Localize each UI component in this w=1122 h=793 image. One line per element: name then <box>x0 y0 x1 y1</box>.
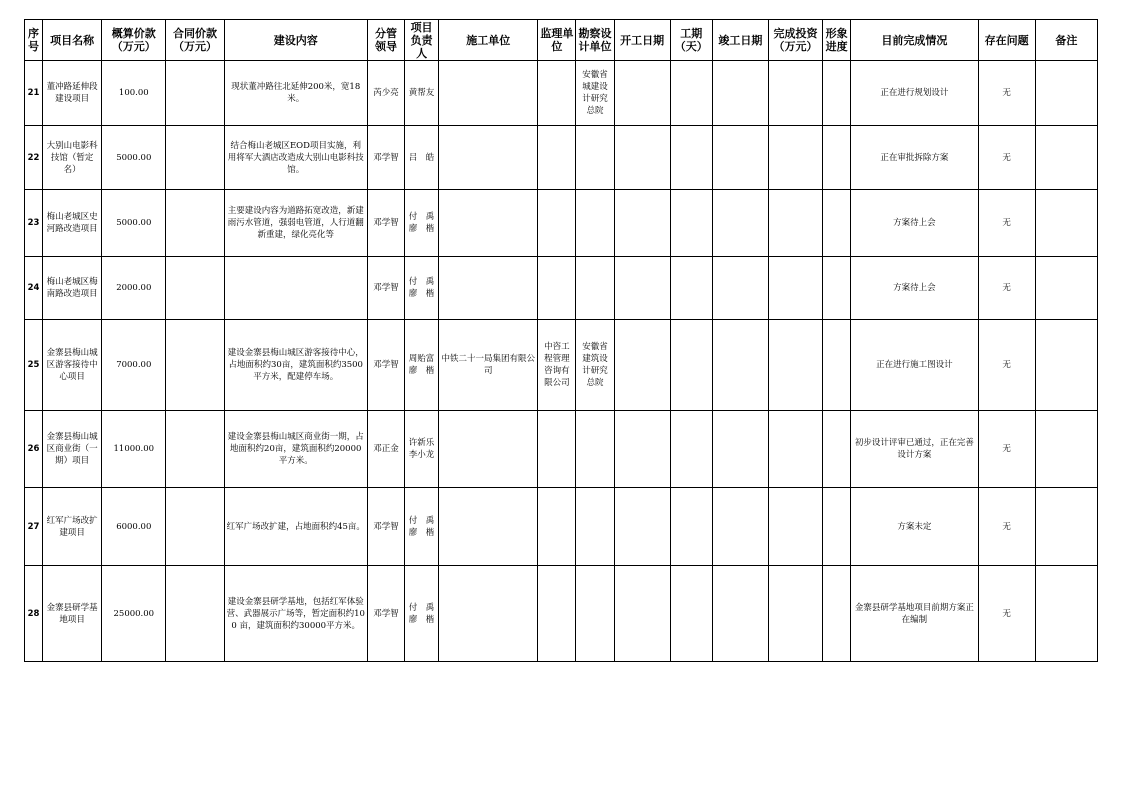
seq-cell: 28 <box>25 566 43 662</box>
content-cell: 建设金寨县梅山城区游客接待中心，占地面积约30亩，建筑面积约3500平方米，配建停车场。 <box>224 320 367 411</box>
project-table <box>24 19 1098 662</box>
builder-cell <box>439 488 538 566</box>
contract-cell <box>166 190 224 257</box>
responsible-cell <box>405 257 439 320</box>
responsible-person: 付 禹 <box>408 277 435 287</box>
supervisor-cell <box>538 566 576 662</box>
table-row <box>25 320 1098 411</box>
leader-cell: 邓学智 <box>367 488 404 566</box>
table-row <box>25 411 1098 488</box>
seq-cell: 26 <box>25 411 43 488</box>
table-row <box>25 566 1098 662</box>
name-cell: 梅山老城区梅南路改造项目 <box>43 257 102 320</box>
header-leader: 分管领导 <box>367 20 404 61</box>
status-cell: 方案未定 <box>851 488 978 566</box>
finish-date-cell <box>712 257 768 320</box>
start-date-cell <box>614 61 670 126</box>
duration-cell <box>670 566 712 662</box>
designer-cell <box>576 257 614 320</box>
table-body <box>25 61 1098 662</box>
builder-cell <box>439 61 538 126</box>
content-cell: 建设金寨县研学基地，包括红军体验营、武器展示广场等，暂定面积约100 亩，建筑面积约30000平方米。 <box>224 566 367 662</box>
builder-cell: 中铁二十一局集团有限公司 <box>439 320 538 411</box>
name-cell: 红军广场改扩建项目 <box>43 488 102 566</box>
invested-cell <box>768 190 822 257</box>
start-date-cell <box>614 566 670 662</box>
contract-cell <box>166 488 224 566</box>
responsible-person: 廖 楷 <box>408 289 435 299</box>
budget-cell: 5000.00 <box>102 190 166 257</box>
invested-cell <box>768 61 822 126</box>
budget-cell: 6000.00 <box>102 488 166 566</box>
issues-cell: 无 <box>978 126 1035 190</box>
name-cell: 董冲路延伸段建设项目 <box>43 61 102 126</box>
supervisor-cell <box>538 190 576 257</box>
responsible-person: 廖 楷 <box>408 366 435 376</box>
contract-cell <box>166 411 224 488</box>
contract-cell <box>166 126 224 190</box>
responsible-person: 付 禹 <box>408 515 435 526</box>
status-cell: 正在进行规划设计 <box>851 61 978 126</box>
budget-cell: 5000.00 <box>102 126 166 190</box>
invested-cell <box>768 566 822 662</box>
header-progress: 形象进度 <box>823 20 851 61</box>
content-cell: 建设金寨县梅山城区商业街一期，占地面积约20亩，建筑面积约20000平方米。 <box>224 411 367 488</box>
responsible-person: 吕 皓 <box>408 152 435 163</box>
start-date-cell <box>614 320 670 411</box>
content-cell <box>224 257 367 320</box>
header-name: 项目名称 <box>43 20 102 61</box>
issues-cell: 无 <box>978 566 1035 662</box>
invested-cell <box>768 488 822 566</box>
issues-cell: 无 <box>978 488 1035 566</box>
leader-cell: 邓正金 <box>367 411 404 488</box>
responsible-person: 黄帮友 <box>408 88 435 98</box>
status-cell: 方案待上会 <box>851 190 978 257</box>
contract-cell <box>166 61 224 126</box>
name-cell: 金寨县研学基地项目 <box>43 566 102 662</box>
seq-cell: 23 <box>25 190 43 257</box>
responsible-cell <box>405 320 439 411</box>
duration-cell <box>670 411 712 488</box>
finish-date-cell <box>712 566 768 662</box>
header-status: 目前完成情况 <box>851 20 978 61</box>
designer-cell <box>576 488 614 566</box>
responsible-person: 付 禹 <box>408 602 435 613</box>
responsible-cell <box>405 411 439 488</box>
designer-cell <box>576 566 614 662</box>
header-duration: 工期（天） <box>670 20 712 61</box>
responsible-person: 付 禹 <box>408 212 435 222</box>
invested-cell <box>768 411 822 488</box>
budget-cell: 7000.00 <box>102 320 166 411</box>
status-cell: 初步设计评审已通过，正在完善设计方案 <box>851 411 978 488</box>
header-finish: 竣工日期 <box>712 20 768 61</box>
responsible-person: 周贻富 <box>408 354 435 364</box>
remarks-cell <box>1035 126 1097 190</box>
name-cell: 金寨县梅山城区商业街（一期）项目 <box>43 411 102 488</box>
progress-cell <box>823 190 851 257</box>
remarks-cell <box>1035 61 1097 126</box>
header-builder: 施工单位 <box>439 20 538 61</box>
designer-cell <box>576 126 614 190</box>
issues-cell: 无 <box>978 257 1035 320</box>
start-date-cell <box>614 257 670 320</box>
remarks-cell <box>1035 257 1097 320</box>
contract-cell <box>166 320 224 411</box>
header-row <box>25 20 1098 61</box>
progress-cell <box>823 566 851 662</box>
finish-date-cell <box>712 320 768 411</box>
table-row <box>25 257 1098 320</box>
progress-cell <box>823 411 851 488</box>
progress-cell <box>823 257 851 320</box>
responsible-person: 许新乐 <box>408 438 435 448</box>
contract-cell <box>166 566 224 662</box>
leader-cell: 邓学智 <box>367 566 404 662</box>
builder-cell <box>439 126 538 190</box>
progress-cell <box>823 61 851 126</box>
seq-cell: 22 <box>25 126 43 190</box>
budget-cell: 25000.00 <box>102 566 166 662</box>
responsible-person: 廖 楷 <box>408 224 435 234</box>
duration-cell <box>670 61 712 126</box>
supervisor-cell <box>538 126 576 190</box>
header-contract: 合同价款（万元） <box>166 20 224 61</box>
progress-cell <box>823 320 851 411</box>
content-cell: 红军广场改扩建，占地面积约45亩。 <box>224 488 367 566</box>
responsible-cell <box>405 488 439 566</box>
status-cell: 正在审批拆除方案 <box>851 126 978 190</box>
builder-cell <box>439 257 538 320</box>
name-cell: 金寨县梅山城区游客接待中心项目 <box>43 320 102 411</box>
issues-cell: 无 <box>978 61 1035 126</box>
leader-cell: 邓学智 <box>367 190 404 257</box>
supervisor-cell: 中咨工程管理咨询有限公司 <box>538 320 576 411</box>
header-designer: 勘察设计单位 <box>576 20 614 61</box>
finish-date-cell <box>712 61 768 126</box>
leader-cell: 芮少亮 <box>367 61 404 126</box>
finish-date-cell <box>712 411 768 488</box>
duration-cell <box>670 126 712 190</box>
issues-cell: 无 <box>978 190 1035 257</box>
remarks-cell <box>1035 190 1097 257</box>
designer-cell: 安徽省城建设计研究总院 <box>576 61 614 126</box>
issues-cell: 无 <box>978 411 1035 488</box>
header-budget: 概算价款（万元） <box>102 20 166 61</box>
table-row <box>25 190 1098 257</box>
supervisor-cell <box>538 61 576 126</box>
invested-cell <box>768 126 822 190</box>
responsible-person: 廖 楷 <box>408 527 435 538</box>
content-cell: 结合梅山老城区EOD项目实施，利用将军大酒店改造成大别山电影科技馆。 <box>224 126 367 190</box>
start-date-cell <box>614 190 670 257</box>
supervisor-cell <box>538 257 576 320</box>
responsible-person: 李小龙 <box>408 450 435 460</box>
start-date-cell <box>614 488 670 566</box>
invested-cell <box>768 257 822 320</box>
table-row <box>25 61 1098 126</box>
builder-cell <box>439 566 538 662</box>
duration-cell <box>670 257 712 320</box>
status-cell: 方案待上会 <box>851 257 978 320</box>
finish-date-cell <box>712 126 768 190</box>
designer-cell <box>576 190 614 257</box>
budget-cell: 100.00 <box>102 61 166 126</box>
start-date-cell <box>614 126 670 190</box>
responsible-cell <box>405 61 439 126</box>
content-cell: 现状董冲路往北延伸200米，宽18米。 <box>224 61 367 126</box>
responsible-person: 廖 楷 <box>408 614 435 625</box>
name-cell: 大别山电影科技馆（暂定名） <box>43 126 102 190</box>
seq-cell: 25 <box>25 320 43 411</box>
invested-cell <box>768 320 822 411</box>
table-row <box>25 126 1098 190</box>
header-issues: 存在问题 <box>978 20 1035 61</box>
duration-cell <box>670 190 712 257</box>
header-seq: 序号 <box>25 20 43 61</box>
responsible-cell <box>405 126 439 190</box>
progress-cell <box>823 488 851 566</box>
start-date-cell <box>614 411 670 488</box>
remarks-cell <box>1035 488 1097 566</box>
remarks-cell <box>1035 566 1097 662</box>
leader-cell: 邓学智 <box>367 320 404 411</box>
responsible-cell <box>405 190 439 257</box>
header-start: 开工日期 <box>614 20 670 61</box>
header-content: 建设内容 <box>224 20 367 61</box>
responsible-cell <box>405 566 439 662</box>
builder-cell <box>439 190 538 257</box>
builder-cell <box>439 411 538 488</box>
budget-cell: 11000.00 <box>102 411 166 488</box>
header-responsible: 项目负责人 <box>405 20 439 61</box>
finish-date-cell <box>712 488 768 566</box>
remarks-cell <box>1035 411 1097 488</box>
content-cell: 主要建设内容为道路拓宽改造，新建雨污水管道，强弱电管道，人行道翻新重建，绿化亮化等 <box>224 190 367 257</box>
name-cell: 梅山老城区史河路改造项目 <box>43 190 102 257</box>
seq-cell: 21 <box>25 61 43 126</box>
table-row <box>25 488 1098 566</box>
progress-cell <box>823 126 851 190</box>
issues-cell: 无 <box>978 320 1035 411</box>
header-supervisor: 监理单位 <box>538 20 576 61</box>
header-remarks: 备注 <box>1035 20 1097 61</box>
header-invested: 完成投资（万元） <box>768 20 822 61</box>
finish-date-cell <box>712 190 768 257</box>
leader-cell: 邓学智 <box>367 257 404 320</box>
duration-cell <box>670 488 712 566</box>
remarks-cell <box>1035 320 1097 411</box>
supervisor-cell <box>538 488 576 566</box>
status-cell: 正在进行施工图设计 <box>851 320 978 411</box>
designer-cell <box>576 411 614 488</box>
budget-cell: 2000.00 <box>102 257 166 320</box>
duration-cell <box>670 320 712 411</box>
status-cell: 金寨县研学基地项目前期方案正在编制 <box>851 566 978 662</box>
designer-cell: 安徽省建筑设计研究总院 <box>576 320 614 411</box>
contract-cell <box>166 257 224 320</box>
seq-cell: 24 <box>25 257 43 320</box>
seq-cell: 27 <box>25 488 43 566</box>
leader-cell: 邓学智 <box>367 126 404 190</box>
supervisor-cell <box>538 411 576 488</box>
